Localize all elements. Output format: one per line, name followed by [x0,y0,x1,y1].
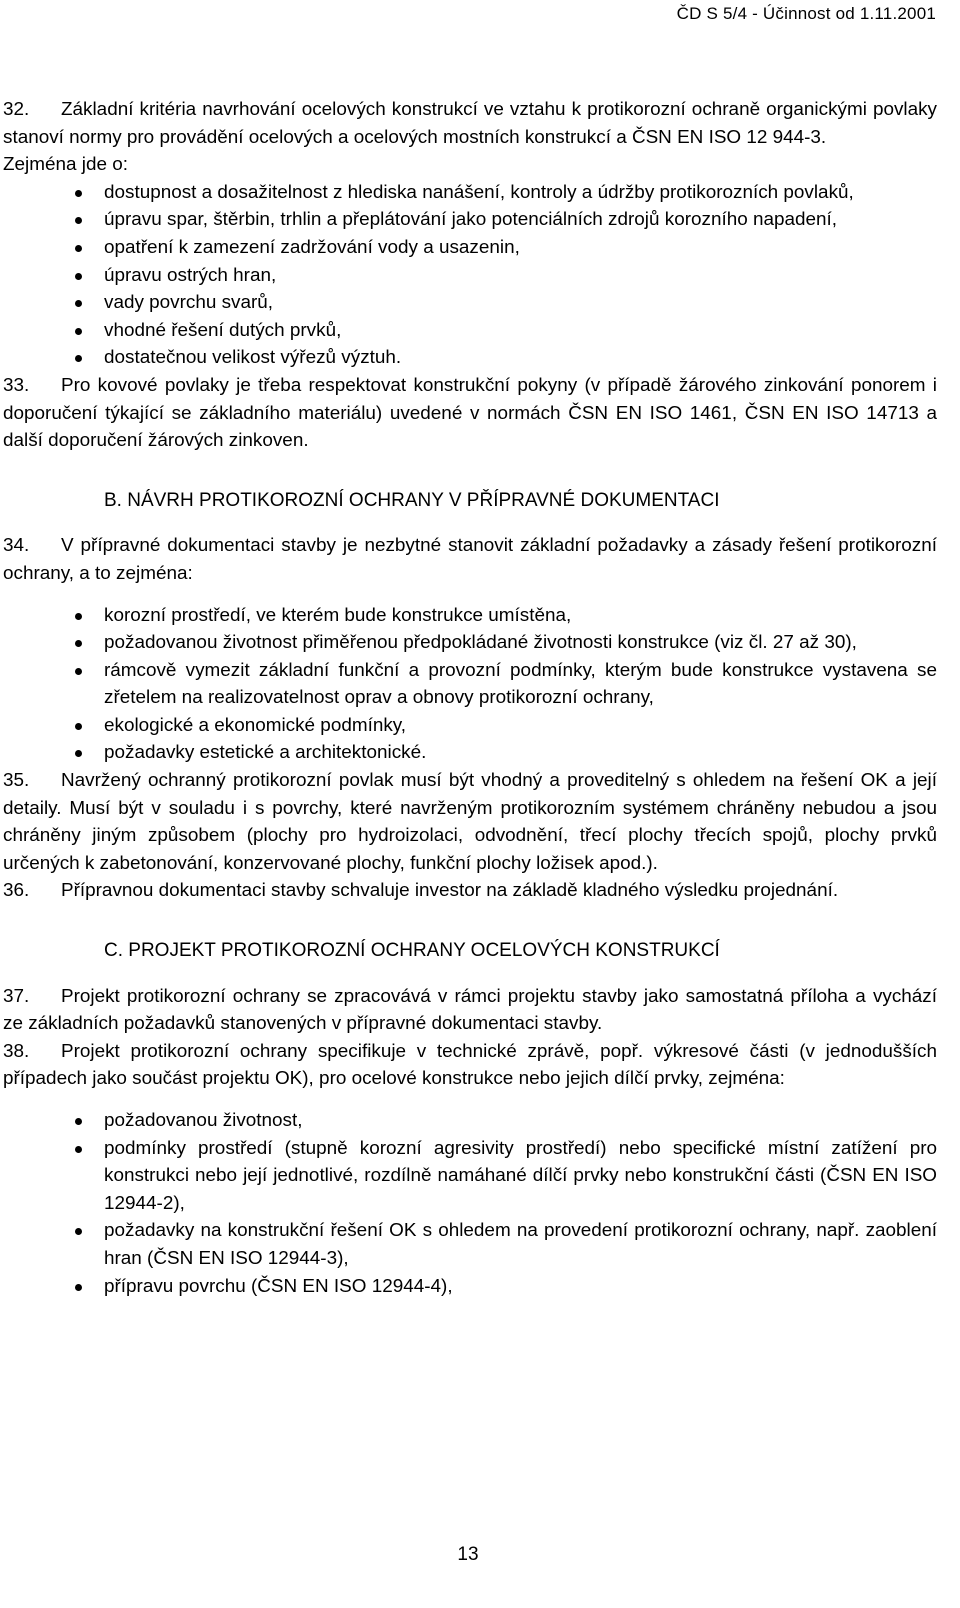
bullet-list-34 [3,602,937,768]
article-text: Navržený ochranný protikorozní povlak musí být vhodný a proveditelný s ohledem na řešení OK a její detaily. Musí být v souladu i s povrchy, které navrženým protikorozním systémem chráněny nebudou a jsou chráněny jiným způsobem (plochy pro hydroizolaci, odvodnění, třecí plochy třecích spojů, plochy prvků určených k zabetonování, konzervované plochy, funkční plochy ložisek apod.). [3,770,937,874]
article-number: 36. [3,880,30,902]
list-item: požadavky estetické a architektonické. [3,739,937,767]
list-item: dostatečnou velikost výřezů výztuh. [3,344,937,372]
list-item: úpravu ostrých hran, [3,262,937,290]
article-text: Projekt protikorozní ochrany specifikuje v technické zprávě, popř. výkresové části (v jednodušších případech jako součást projektu OK), pro ocelové konstrukce nebo jejich dílčí prvky, zejména: [3,1040,937,1090]
list-item: úpravu spar, štěrbin, trhlin a přeplátování jako potenciálních zdrojů korozního napadení, [3,206,937,234]
article-number: 34. [3,535,30,557]
bullet-list-32 [3,179,937,372]
article-number: 38. [3,1040,30,1062]
article-36 [3,877,937,905]
bullet-list-38 [3,1107,937,1300]
article-38 [3,1038,937,1093]
list-item: přípravu povrchu (ČSN EN ISO 12944-4), [3,1273,937,1301]
section-heading-b: B. NÁVRH PROTIKOROZNÍ OCHRANY V PŘÍPRAVNÉ DOKUMENTACI [104,489,720,511]
article-text: Pro kovové povlaky je třeba respektovat konstrukční pokyny (v případě žárového zinkování ponorem i doporučení týkající se základního materiálu) uvedené v normách ČSN EN ISO 1461, ČSN EN ISO 14713 a další doporučení žárových zinkoven. [3,374,937,452]
document-header: ČD S 5/4 - Účinnost od 1.11.2001 [676,4,936,23]
document-body [3,96,937,1300]
list-item: opatření k zamezení zadržování vody a usazenin, [3,234,937,262]
list-item: požadavky na konstrukční řešení OK s ohledem na provedení protikorozní ochrany, např. zaoblení hran (ČSN EN ISO 12944-3), [3,1217,937,1272]
article-text: V přípravné dokumentaci stavby je nezbytné stanovit základní požadavky a zásady řešení protikorozní ochrany, a to zejména: [3,535,937,584]
article-number: 32. [3,99,30,120]
article-text: Základní kritéria navrhování ocelových konstrukcí ve vztahu k protikorozní ochraně organickými povlaky stanoví normy pro provádění ocelových a ocelových mostních konstrukcí a ČSN EN ISO 12 944-3. [3,99,937,148]
list-item: dostupnost a dosažitelnost z hlediska nanášení, kontroly a údržby protikorozních povlaků, [3,179,937,207]
list-item: podmínky prostředí (stupně korozní agresivity prostředí) nebo specifické místní zatížení pro konstrukci nebo její jednotlivé, rozdílně namáhané dílčí prvky nebo konstrukční části (ČSN EN ISO 12944-2), [3,1135,937,1218]
list-item: vhodné řešení dutých prvků, [3,317,937,345]
list-item: korozní prostředí, ve kterém bude konstrukce umístěna, [3,602,937,630]
list-item: rámcově vymezit základní funkční a provozní podmínky, kterým bude konstrukce vystavena se zřetelem na realizovatelnost oprav a obnovy protikorozní ochrany, [3,657,937,712]
article-number: 37. [3,985,30,1007]
article-37 [3,983,937,1038]
list-item: požadovanou životnost, [3,1107,937,1135]
list-item: ekologické a ekonomické podmínky, [3,712,937,740]
list-item: požadovanou životnost přiměřenou předpokládané životnosti konstrukce (viz čl. 27 až 30), [3,629,937,657]
article-33 [3,372,937,455]
article-32 [3,96,937,151]
article-number: 33. [3,374,30,396]
article-34 [3,532,937,587]
article-35 [3,767,937,877]
list-item: vady povrchu svarů, [3,289,937,317]
article-text: Projekt protikorozní ochrany se zpracovává v rámci projektu stavby jako samostatná příloha a vychází ze základních požadavků stanovených v přípravné dokumentaci stavby. [3,985,937,1035]
page-number: 13 [457,1544,479,1565]
section-heading-c: C. PROJEKT PROTIKOROZNÍ OCHRANY OCELOVÝCH KONSTRUKCÍ [104,940,720,962]
article-text: Přípravnou dokumentaci stavby schvaluje investor na základě kladného výsledku projednání. [61,880,839,902]
article-number: 35. [3,770,30,792]
article-intro: Zejména jde o: [3,154,128,176]
